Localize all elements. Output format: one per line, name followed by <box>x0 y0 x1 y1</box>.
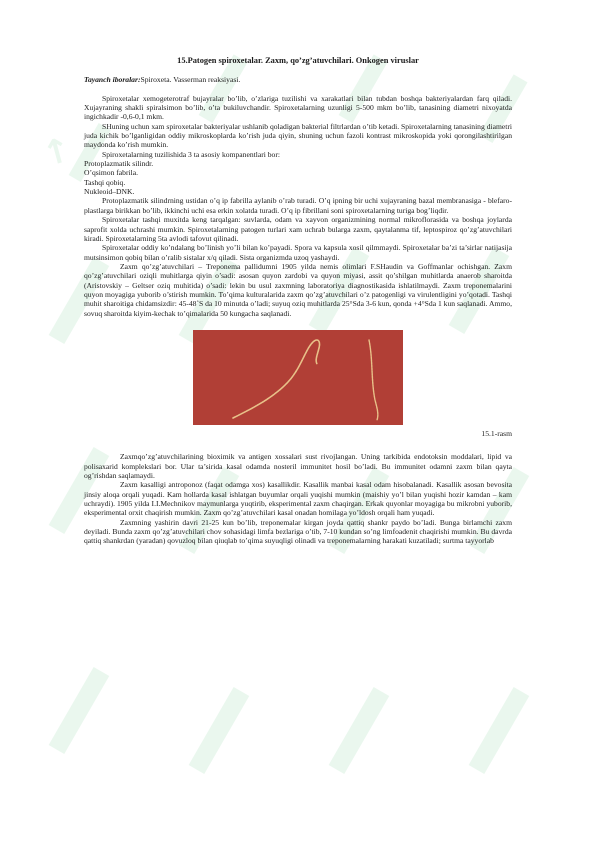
spirochete-micrograph <box>193 330 403 425</box>
paragraph-2: SHuning uchun xam spiroxetalar bakteriyalar ushlanib qoladigan bakterial filtrlardan o’tib ketadi. Spiroxetalarning tanasining diametri juda kichik bo’lganligidan oddiy mikroskoplarda ko’rish juda qiyin, shuning uchun fazoli kontrast mikroskopida yoki qorongilashtirilgan maydonda ko’rish mumkin. <box>84 121 512 150</box>
keywords-label: Tayanch iboralar: <box>84 75 141 85</box>
page-title: 15.Patogen spiroxetalar. Zaxm, qo’zg’atuvchilari. Onkogen viruslar <box>177 56 419 65</box>
spirochete-illustration <box>193 330 403 425</box>
figure-caption: 15.1-rasm <box>481 428 512 438</box>
list-item: Protoplazmatik silindr. <box>84 159 154 169</box>
paragraph-6: Spiroxetalar oddiy ko’ndalang bo’linish yo’li bilan ko’payadi. Spora va kapsula xosil qilmmaydi. Spiroxetalar ba’zi ta’sirlar natijasija mutsinsimon qobiq bilan o’ralib sistalar x/q qiladi. Sista organizmda uzoq yashaydi. <box>84 243 512 262</box>
svg-text:↗: ↗ <box>33 129 83 175</box>
paragraph-5: Spiroxetalar tashqi muxitda keng tarqalgan: suvlarda, odam va xayvon organizmining normal mikroflorasida va boshqa joylarda saprofit xolda uchrashi mumkin. Spiroxetalarning patogen turlari xam uchrab bularga zaxm, qaytalanma tif, leptospiroz qo’zg’atuvchilari kiradi. Spiroxetalarning 5ta avlodi tafovut qilinadi. <box>84 215 512 243</box>
list-item: Nukleoid–DNK. <box>84 187 135 197</box>
document-body <box>84 56 512 546</box>
paragraph-10: Zaxmning yashirin davri 21-25 kun bo’lib, treponemalar kirgan joyda qattiq shankr paydo bo’ladi. Bunga birlamchi zaxm deyiladi. Bunda zaxm qo’zg’atuvchilari chov sohasidagi limfa bezlariga o’tib, 7-10 kundan so’ng limfoadenit chaqirishi mumkin. Bu davrda qattiq shankrdan (yaradan) qovuzloq bilan qiuqlab to’qima suyuqligi olinadi va treponemalarning harakati kuzatiladi; surtma tayyorlab <box>84 517 512 546</box>
components-list <box>84 159 512 196</box>
paragraph-7: Zaxm qo’zg’atuvchilari – Treponema pallidumni 1905 yilda nemis olimlari F.SHaudin va Goffmanlar ochishgan. Zaxm qo’zg’atuvchilari oziqli muhitlarga qiyin o’sadi: asosan quyon zardobi va quyon miyasi, assit qo’shilgan muhitlarda anaerob sharoitda (Aristovskiy – Geltser oziq muhitida) o’sadi: lekin bu usul zaxmning laboratoriya diagnostikasida ishlatilmaydi. Zaxm treponemalarini quyon moyagiga yuborib o’stirish mumkin. To’qima kulturalarida zaxm qo’zg’atuvchilari o’z patogenligi va virulentligini yo’qotadi. Tashqi muhit sharoitiga chidamsizdir: 45-48˚S da 10 minutda o’ladi; suyuq oziq muhitlarda 25°Sda 3-6 kun, qonda +4°Sda 1 kun saqlanadi. Ammo, sovuq sharoitda kiyim-kechak to’qimalarida 50 kungacha saqlanadi. <box>84 261 512 318</box>
list-item: O’qsimon fabrila. <box>84 168 138 178</box>
paragraph-3: Spiroxetalarning tuzilishida 3 ta asosiy kompanentlari bor: <box>102 149 280 159</box>
keywords-text: Spiroxeta. Vasserman reaksiyasi. <box>140 75 241 85</box>
list-item: Tashqi qobiq. <box>84 177 126 187</box>
paragraph-4: Protoplazmatik silindrning ustidan o’q ip fabrilla aylanib o’rab turadi. O’q ipning bir uchi xujayraning bazal membranasiga - blefaro-plastlarga birikkan bo’lib, ikkinchi uchi esa erkin xolatda turadi. O’q ip fibrillani soni spiroxetalarning turiga bog’liqdir. <box>84 196 512 215</box>
keywords-line <box>84 75 512 84</box>
paragraph-1: Spiroxetalar xemogeterotraf bujayralar bo’lib, o’zlariga tuzilishi va xarakatlari bilan tubdan boshqa bakteriyalardan farq qiladi. Xujayraning shakli spiralsimon bo’lib, o’ta bukiluvchandir. Spiroxetalarning uzunligi 5-500 mkm bo’lib, tanasining diametri nixoyatda ingichkadir -0,6-0,1 mkm. <box>84 93 512 122</box>
paragraph-8: Zaxmqo’zg’atuvchilarining bioximik va antigen xossalari sust rivojlangan. Uning tarkibida endotoksin moddalari, lipid va polisaxarid komplekslari bor. Ular ta’sirida kasal odamda nosteril immunitet hosil bo’ladi. Bu immunitet odamni zaxm bilan qayta og’rishdan saqlamaydi. <box>84 452 512 480</box>
paragraph-9: Zaxm kasalligi antroponoz (faqat odamga xos) kasallikdir. Kasallik manbai kasal odam hisobalanadi. Kasallik asosan bevosita jinsiy aloqa orqali yuqadi. Kam hollarda kasal ishlatgan buyumlar orqali yuqishi mumkin (maishiy yo’l bilan yuqishi hozir kamdan – kam uchraydi). 1905 yilda I.I.Mechnikov maymunlarga yuqtirib, eksperimental zaxm chaqirgan. Erkak quyonlar moyagiga bu mikrobni yuborib, eksperimental orxit chaqirish mumkin. Zaxm qo’zg’atuvchilari kasal onadan homilaga yo’ldosh orqali ham yuqadi. <box>84 480 512 518</box>
